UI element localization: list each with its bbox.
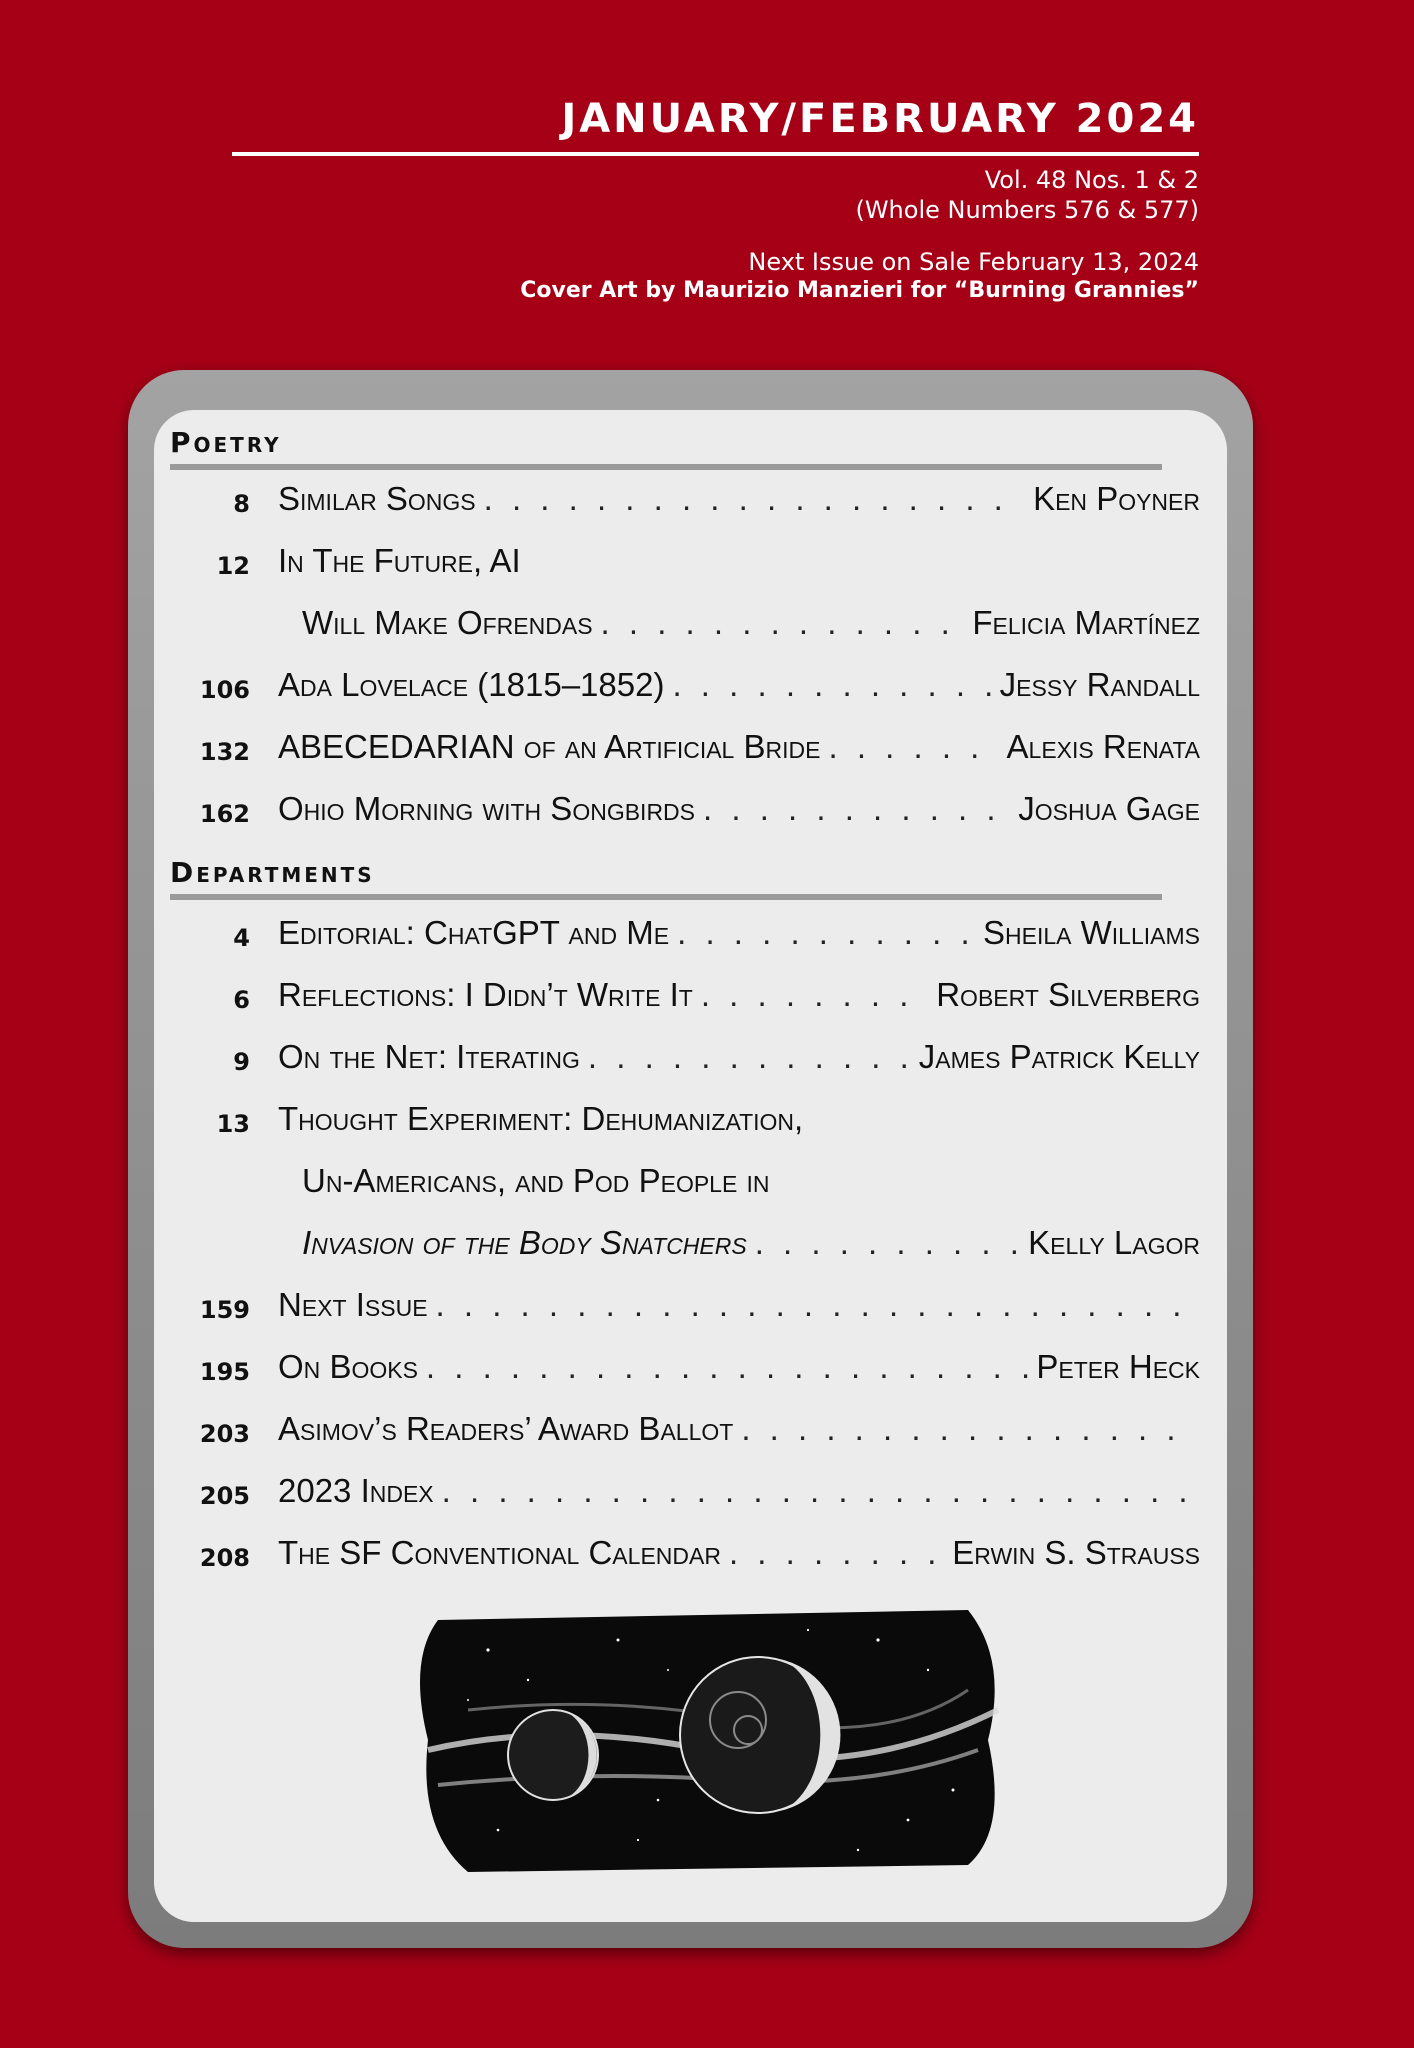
small-planet — [508, 1710, 598, 1800]
entry-title: In The Future, AI — [278, 542, 521, 579]
entry-author: Sheila Williams — [982, 914, 1200, 951]
section-rule-departments — [170, 894, 1162, 900]
page-number: 12 — [216, 552, 250, 580]
entry-title: Ohio Morning with Songbirds — [278, 790, 696, 827]
entry-author: Ken Poyner — [1033, 480, 1200, 517]
page-number: 6 — [233, 986, 250, 1014]
leader-dots — [828, 728, 998, 766]
entry-author: Robert Silverberg — [936, 976, 1200, 1013]
toc-entry-continued[interactable] — [170, 1220, 1200, 1270]
leader-dots — [588, 1038, 911, 1076]
section-rule-poetry — [170, 464, 1162, 470]
page-number: 205 — [199, 1482, 250, 1510]
leader-dots — [672, 666, 991, 704]
entry-title: The SF Conventional Calendar — [278, 1534, 721, 1571]
leader-dots — [729, 1534, 944, 1572]
toc-entry[interactable] — [170, 1096, 1200, 1146]
entry-title: Next Issue — [278, 1286, 428, 1323]
toc-entry[interactable] — [170, 1530, 1200, 1580]
leader-dots — [755, 1224, 1020, 1262]
toc-entry[interactable] — [170, 538, 1200, 588]
page-number: 132 — [199, 738, 250, 766]
toc-entry[interactable] — [170, 786, 1200, 836]
leader-dots — [426, 1348, 1028, 1386]
page-number: 9 — [233, 1048, 250, 1076]
section-title-departments: Departments — [170, 856, 375, 889]
toc-entry[interactable] — [170, 1344, 1200, 1394]
volume-info: Vol. 48 Nos. 1 & 2 — [984, 166, 1199, 194]
toc-entry-continued[interactable] — [170, 1158, 1200, 1208]
leader-dots — [677, 914, 975, 952]
page-number: 13 — [216, 1110, 250, 1138]
toc-entry[interactable] — [170, 1282, 1200, 1332]
entry-title: ABECEDARIAN of an Artificial Bride — [278, 728, 821, 765]
entry-author: Kelly Lagor — [1028, 1224, 1200, 1261]
leader-dots — [442, 1472, 1192, 1510]
page-number: 8 — [233, 490, 250, 518]
entry-title: On the Net: Iterating — [278, 1038, 580, 1075]
leader-dots — [484, 480, 1025, 518]
toc-entry[interactable] — [170, 662, 1200, 712]
entry-author: Erwin S. Strauss — [952, 1534, 1200, 1571]
entry-author: Jessy Randall — [999, 666, 1200, 703]
entry-title: On Books — [278, 1348, 418, 1385]
toc-entry[interactable] — [170, 1034, 1200, 1084]
page-number: 195 — [199, 1358, 250, 1386]
whole-numbers: (Whole Numbers 576 & 577) — [855, 196, 1199, 224]
toc-entry[interactable] — [170, 972, 1200, 1022]
entry-title: Un-Americans, and Pod People in — [302, 1162, 770, 1199]
page-number: 203 — [199, 1420, 250, 1448]
entry-title: Ada Lovelace (1815–1852) — [278, 666, 665, 703]
entry-title: Editorial: ChatGPT and Me — [278, 914, 670, 951]
entry-author: James Patrick Kelly — [918, 1038, 1200, 1075]
entry-title: 2023 Index — [278, 1472, 434, 1509]
section-title-poetry: Poetry — [170, 426, 282, 459]
toc-entry[interactable] — [170, 1406, 1200, 1456]
leader-dots — [741, 1410, 1192, 1448]
entry-title: Similar Songs — [278, 480, 476, 517]
toc-entry-continued[interactable] — [170, 600, 1200, 650]
leader-dots — [703, 790, 1010, 828]
entry-title: Will Make Ofrendas — [302, 604, 593, 641]
entry-author: Joshua Gage — [1018, 790, 1200, 827]
entry-title: Asimov’s Readers’ Award Ballot — [278, 1410, 734, 1447]
masthead — [232, 96, 1199, 306]
cover-art-credit: Cover Art by Maurizio Manzieri for “Burning Grannies” — [520, 278, 1199, 303]
toc-entry[interactable] — [170, 1468, 1200, 1518]
entry-title: Reflections: I Didn’t Write It — [278, 976, 693, 1013]
entry-title: Thought Experiment: Dehumanization, — [278, 1100, 804, 1137]
page-number: 159 — [199, 1296, 250, 1324]
toc-entry[interactable] — [170, 910, 1200, 960]
masthead-rule — [232, 152, 1199, 156]
toc-entry[interactable] — [170, 724, 1200, 774]
entry-author: Alexis Renata — [1006, 728, 1200, 765]
leader-dots — [436, 1286, 1192, 1324]
leader-dots — [601, 604, 965, 642]
entry-title: Invasion of the Body Snatchers — [302, 1224, 747, 1261]
entry-author: Peter Heck — [1036, 1348, 1200, 1385]
space-illustration — [408, 1600, 1008, 1880]
page-number: 162 — [199, 800, 250, 828]
page-number: 4 — [233, 924, 250, 952]
page-number: 208 — [199, 1544, 250, 1572]
entry-author: Felicia Martínez — [972, 604, 1200, 641]
issue-date: JANUARY/FEBRUARY 2024 — [561, 96, 1199, 142]
leader-dots — [701, 976, 928, 1014]
toc-entry[interactable] — [170, 476, 1200, 526]
page-number: 106 — [199, 676, 250, 704]
next-issue-date: Next Issue on Sale February 13, 2024 — [748, 248, 1199, 276]
